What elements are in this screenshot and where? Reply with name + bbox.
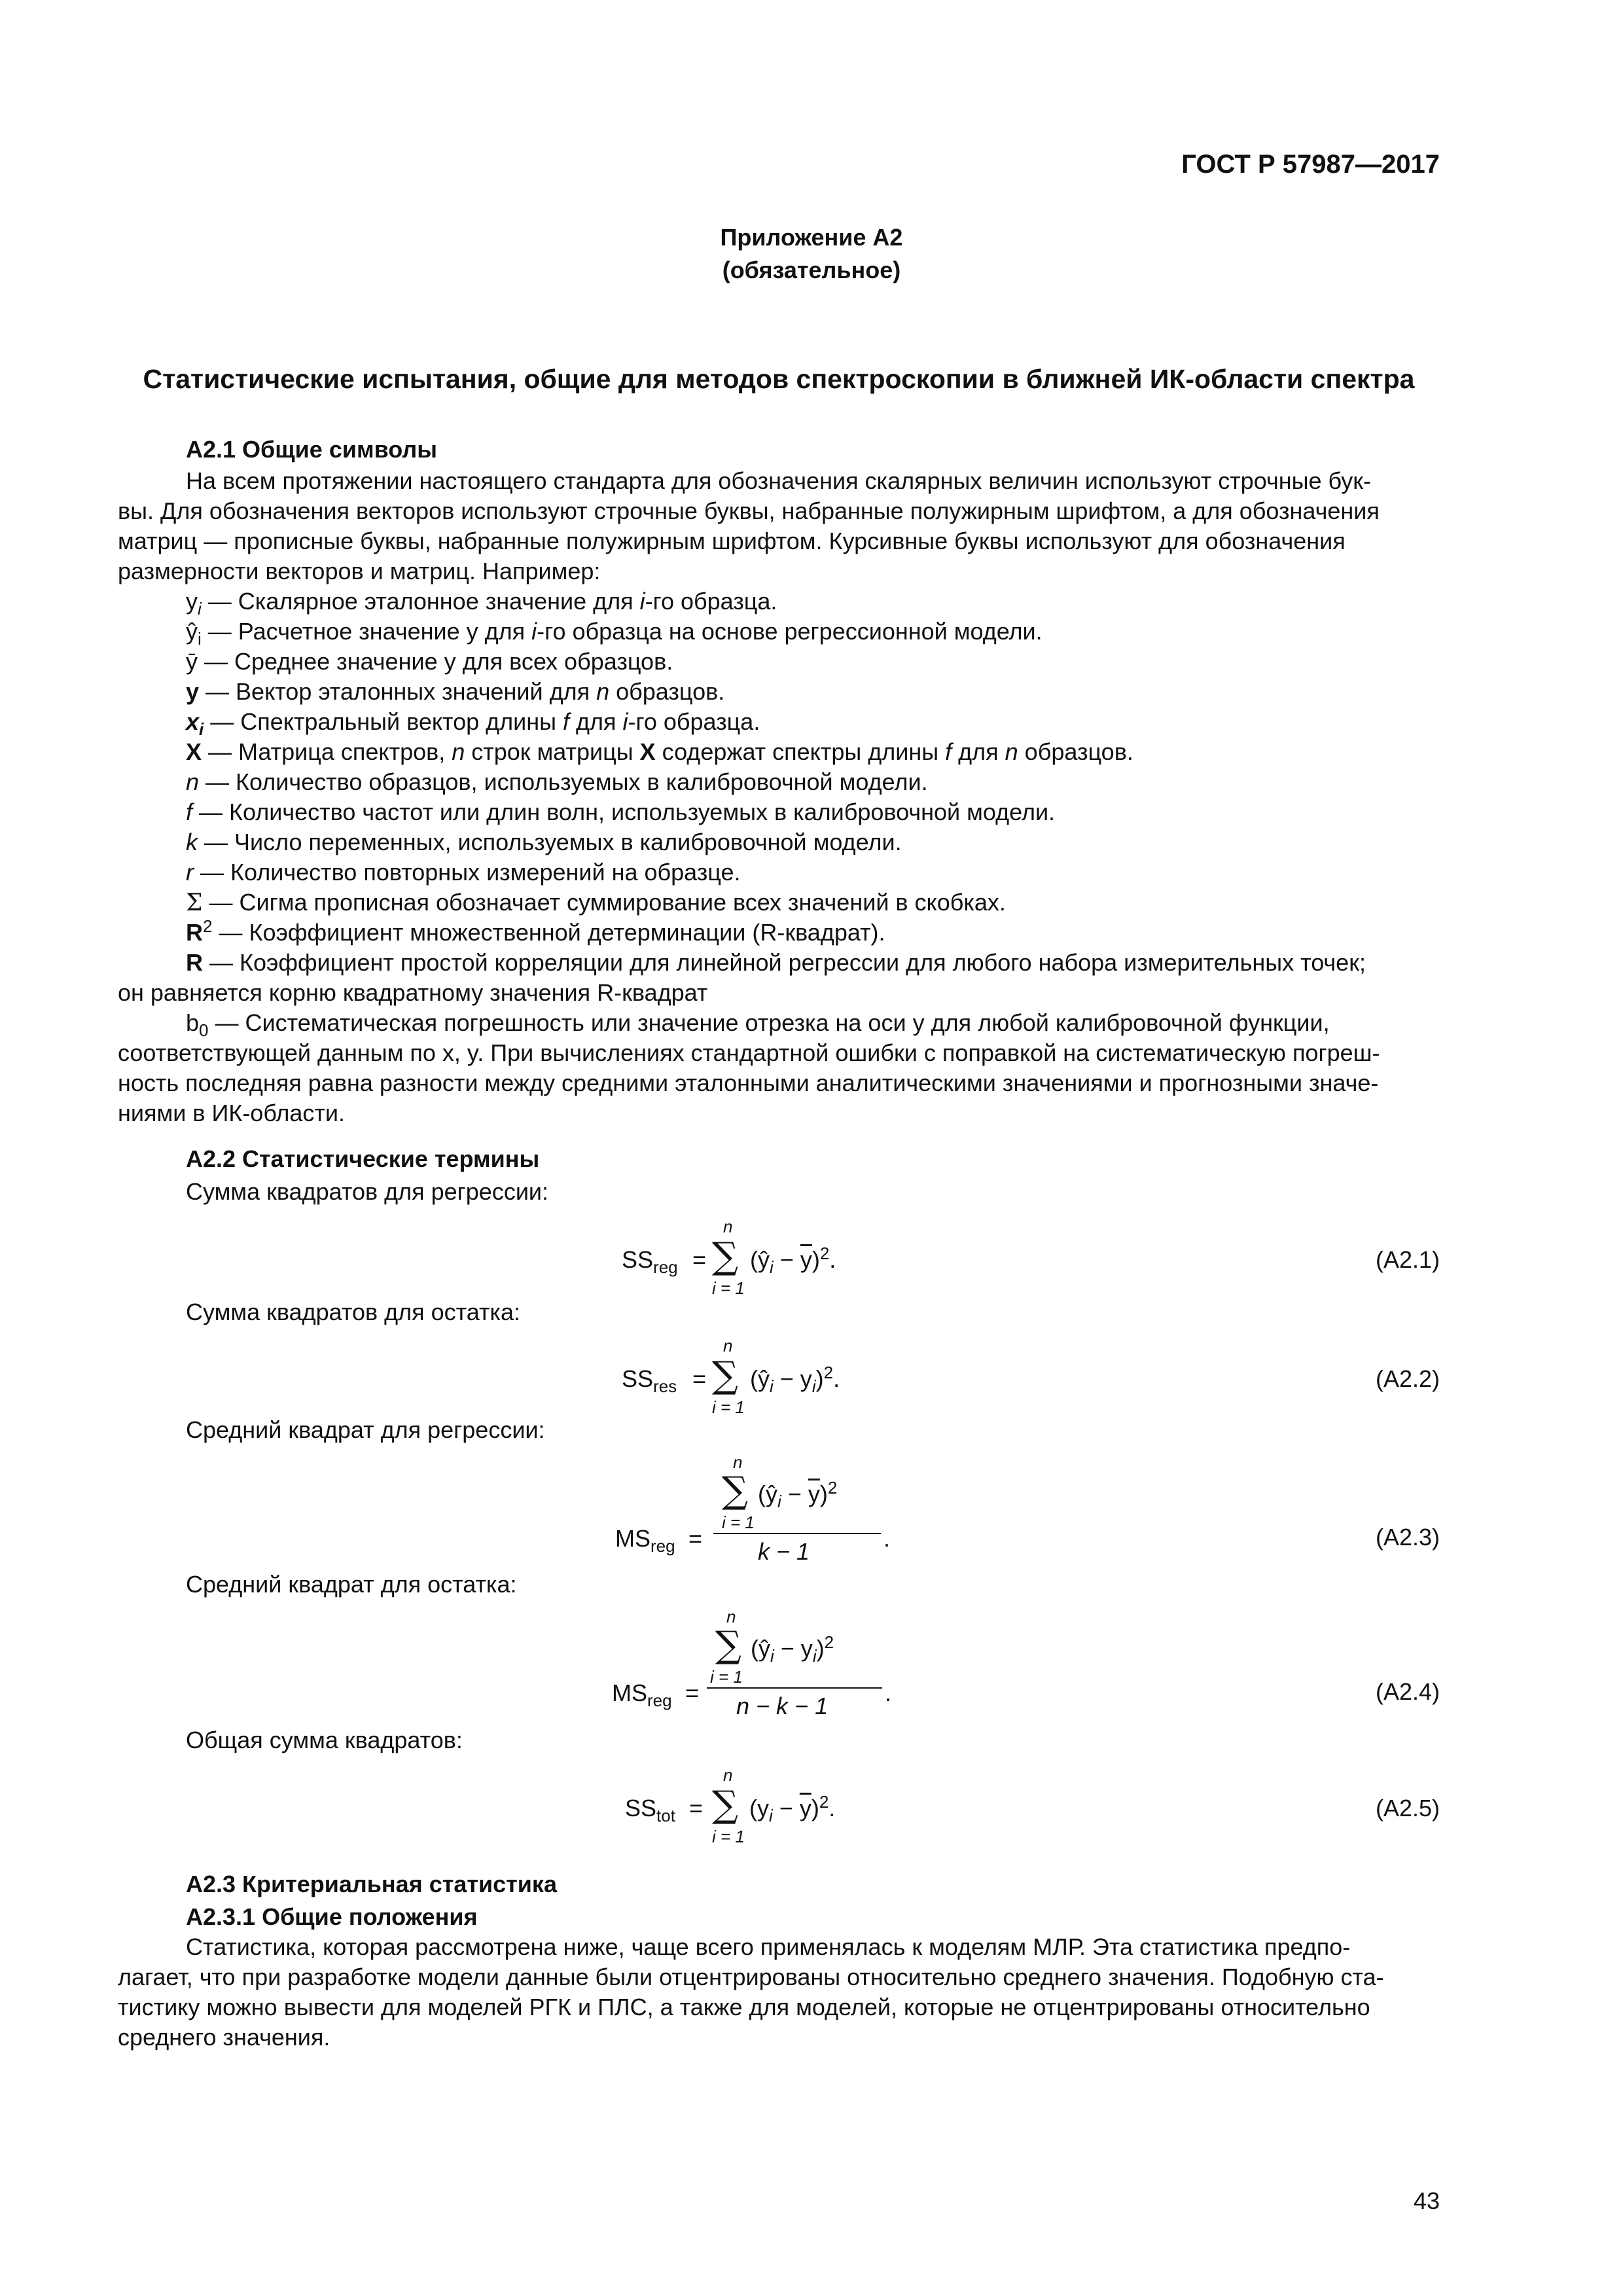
formula-2-label: Сумма квадратов для остатка: [186,1299,520,1325]
formula-1-label: Сумма квадратов для регрессии: [186,1178,549,1205]
general-para-line-1: Статистика, которая рассмотрена ниже, чаще всего применялась к моделям МЛР. Эта статистика предпо- [186,1933,1351,1960]
intro-line-3: матриц — прописные буквы, набранные полужирным шрифтом. Курсивные буквы используют для обозначения [118,528,1346,554]
standard-code: ГОСТ Р 57987—2017 [1181,150,1440,179]
symbol-def-b0-line-1: $b_0$ — Систематическая погрешность или значение отрезка на оси y для любой калибровочной функции, [186,1009,1330,1041]
annex-title: Приложение А2 [720,224,903,251]
intro-line-2: вы. Для обозначения векторов используют строчные буквы, набранные полужирным шрифтом, а для обозначения [118,497,1380,524]
symbol-def-ybar: ȳ — Среднее значение y для всех образцов. [186,648,673,675]
intro-line-4: размерности векторов и матриц. Например: [118,558,601,584]
annex-status: (обязательное) [722,257,901,283]
symbol-def-r: r — Количество повторных измерений на образце. [186,859,741,886]
symbol-def-sigma: Σ — Сигма прописная обозначает суммирование всех значений в скобках. [186,889,1006,916]
symbol-def-f: f — Количество частот или длин волн, используемых в калибровочной модели. [186,798,1056,825]
section-a2-3-1-heading: А2.3.1 Общие положения [186,1903,478,1930]
section-a2-1-heading: А2.1 Общие символы [186,436,437,463]
general-para-line-4: среднего значения. [118,2024,330,2051]
formula-ss-res: $SS_{res}$ = n ∑ i = 1 $(ŷ_i - y_i)^2$. [622,1336,840,1417]
formula-ss-reg: $SS_{reg}$ = n ∑ i = 1 $(ŷ_i - \overline{y})^2$. [622,1217,836,1298]
sigma-icon: ∑ [722,1469,748,1512]
page-number: 43 [1413,2187,1440,2214]
symbol-def-r-line-2: он равняется корню квадратному значения R-квадрат [118,979,708,1006]
section-a2-2-heading: А2.2 Статистические термины [186,1145,540,1172]
symbol-def-b0-line-3: ность последняя равна разности между средними эталонными аналитическими значениями и прогнозными значе- [118,1069,1379,1096]
symbol-def-n: n — Количество образцов, используемых в калибровочной модели. [186,768,928,795]
sigma-icon: ∑ [712,1784,738,1826]
symbol-def-xi: $x_i$ — Спектральный вектор длины f для i-го образца. [186,708,760,740]
symbol-def-r-squared: $R^2$ — Коэффициент множественной детерминации (R-квадрат). [186,916,885,946]
general-para-line-3: тистику можно вывести для моделей РГК и ПЛС, а также для моделей, которые не отцентрированы относительно [118,1994,1370,2020]
symbol-def-r-line-1: R — Коэффициент простой корреляции для линейной регрессии для любого набора измерительных точек; [186,949,1366,976]
symbol-def-b0-line-4: ниями в ИК-области. [118,1100,345,1126]
fraction-bar [713,1533,881,1534]
formula-5-label: Общая сумма квадратов: [186,1727,463,1753]
formula-4-number: (A2.4) [1375,1678,1440,1705]
formula-5-number: (A2.5) [1375,1795,1440,1821]
formula-ms-res: n ∑ $(ŷ_i - y_i)^2$ i = 1 $MS_{reg}$ = . n − k − 1 [612,1607,892,1719]
formula-3-number: (A2.3) [1375,1524,1440,1551]
symbol-def-yhat: $ŷ_i$ — Расчетное значение y для i-го образца на основе регрессионной модели. [186,618,1043,649]
formula-4-label: Средний квадрат для остатка: [186,1571,517,1598]
symbol-def-b0-line-2: соответствующей данным по x, y. При вычислениях стандартной ошибки с поправкой на систематическую погреш- [118,1039,1380,1066]
symbol-def-x-matrix: X — Матрица спектров, n строк матрицы X содержат спектры длины f для n образцов. [186,738,1133,765]
intro-line-1: На всем протяжении настоящего стандарта для обозначения скалярных величин используют строчные бук- [186,467,1372,494]
formula-ss-tot: $SS_{tot}$ = n ∑ i = 1 $(y_i - \overline{y})^2$. [625,1765,836,1846]
main-title: Статистические испытания, общие для методов спектроскопии в ближней ИК-области спектра [143,364,1415,394]
sigma-icon: ∑ [712,1354,738,1397]
formula-ms-reg: n ∑ $(ŷ_i - \overline{y})^2$ i = 1 $MS_{reg}$ = . k − 1 [615,1452,891,1565]
fraction-bar [707,1687,882,1689]
general-para-line-2: лагает, что при разработке модели данные были отцентрированы относительно среднего значения. Подобную ста- [118,1964,1384,1990]
formula-1-number: (A2.1) [1375,1246,1440,1273]
symbol-def-y-vector: y — Вектор эталонных значений для n образцов. [186,678,725,705]
symbol-def-yi: $y_i$ — Скалярное эталонное значение для i-го образца. [186,588,777,619]
sigma-icon: ∑ [715,1624,741,1666]
section-a2-3-heading: А2.3 Критериальная статистика [186,1871,557,1897]
sigma-icon: ∑ [712,1235,738,1278]
formula-2-number: (A2.2) [1375,1365,1440,1392]
formula-3-label: Средний квадрат для регрессии: [186,1416,545,1443]
symbol-def-k: k — Число переменных, используемых в калибровочной модели. [186,829,902,855]
